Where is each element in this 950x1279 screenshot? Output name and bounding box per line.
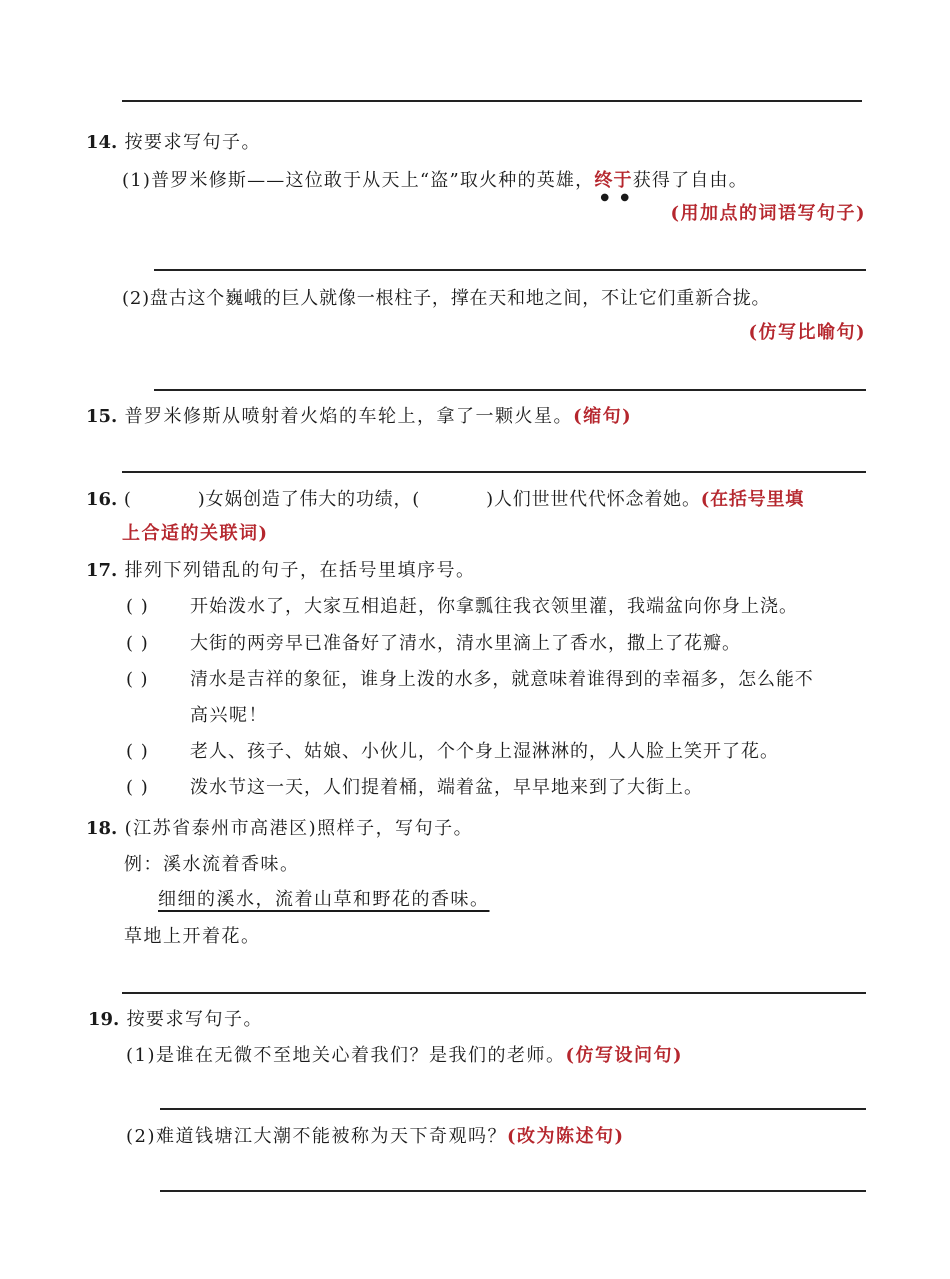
question-14-part-2: (2)盘古这个巍峨的巨人就像一根柱子，撑在天和地之间，不让它们重新合拢。 bbox=[122, 288, 771, 309]
question-stem: 按要求写句子。 bbox=[126, 1009, 264, 1030]
blank-paren-open: ( bbox=[123, 489, 132, 510]
list-item bbox=[126, 776, 703, 800]
question-17-title bbox=[86, 559, 476, 583]
part-1-text: (1)是谁在无微不至地关心着我们？是我们的老师。 bbox=[126, 1045, 566, 1066]
question-15 bbox=[86, 405, 632, 429]
answer-line bbox=[154, 269, 866, 271]
sentence-text: 清水是吉祥的象征，谁身上泼的水多，就意味着谁得到的幸福多，怎么能不 bbox=[190, 669, 814, 690]
question-number: 15. bbox=[86, 406, 118, 427]
question-hint: (缩句) bbox=[573, 406, 633, 427]
example-answer: 细细的溪水，流着山草和野花的香味。 bbox=[158, 889, 490, 910]
sentence-text: 大街的两旁早已准备好了清水，清水里滴上了香水，撒上了花瓣。 bbox=[190, 633, 741, 654]
example-label: 例：溪水流着香味。 bbox=[124, 854, 300, 875]
part-1-text-pre: (1)普罗米修斯——这位敢于从天上“盗”取火种的英雄， bbox=[122, 170, 595, 191]
question-14-part-1 bbox=[122, 169, 748, 203]
part-1-text-post: 获得了自由。 bbox=[632, 170, 748, 191]
question-16-hint-cont: 上合适的关联词) bbox=[122, 523, 269, 544]
order-blank[interactable]: ( ) bbox=[126, 633, 149, 654]
list-item bbox=[126, 595, 798, 619]
question-number: 17. bbox=[86, 560, 118, 581]
answer-line bbox=[122, 471, 866, 473]
list-item bbox=[126, 632, 741, 656]
sentence-text: 泼水节这一天，人们提着桶，端着盆，早早地来到了大街上。 bbox=[190, 777, 703, 798]
question-number: 18. bbox=[86, 818, 118, 839]
order-blank[interactable]: ( ) bbox=[126, 741, 149, 762]
question-text-after: )人们世世代代怀念着她。 bbox=[486, 489, 701, 510]
sentence-text: 老人、孩子、姑娘、小伙儿，个个身上湿淋淋的，人人脸上笑开了花。 bbox=[190, 741, 779, 762]
question-18-prompt: 草地上开着花。 bbox=[124, 926, 261, 947]
list-item bbox=[126, 668, 814, 692]
question-hint: (在括号里填 bbox=[700, 489, 805, 510]
list-item bbox=[126, 740, 779, 764]
answer-line bbox=[154, 389, 866, 391]
dotted-word: 终于 ● ● bbox=[594, 170, 633, 203]
question-text: 普罗米修斯从喷射着火焰的车轮上，拿了一颗火星。 bbox=[124, 406, 574, 427]
question-18-title bbox=[86, 817, 473, 841]
question-text-mid: )女娲创造了伟大的功绩，( bbox=[197, 489, 421, 510]
question-16 bbox=[86, 488, 804, 512]
question-number: 14. bbox=[86, 132, 118, 153]
part-2-text: (2)难道钱塘江大潮不能被称为天下奇观吗？ bbox=[126, 1126, 507, 1147]
question-number: 16. bbox=[86, 489, 118, 510]
emphasis-dot-icon: ● bbox=[620, 192, 631, 203]
part-2-hint: (改为陈述句) bbox=[507, 1126, 625, 1147]
list-item-continuation: 高兴呢！ bbox=[190, 705, 268, 726]
answer-line bbox=[122, 992, 866, 994]
emphasis-dot-icon: ● bbox=[600, 192, 611, 203]
question-number: 19. bbox=[88, 1009, 120, 1030]
order-blank[interactable]: ( ) bbox=[126, 669, 149, 690]
question-14-part-1-hint: (用加点的词语写句子) bbox=[670, 203, 866, 224]
question-stem: (江苏省泰州市高港区)照样子，写句子。 bbox=[124, 818, 474, 839]
order-blank[interactable]: ( ) bbox=[126, 596, 149, 617]
question-stem: 排列下列错乱的句子，在括号里填序号。 bbox=[124, 560, 476, 581]
part-1-hint: (仿写设问句) bbox=[565, 1045, 684, 1066]
question-stem: 按要求写句子。 bbox=[124, 132, 262, 153]
answer-line bbox=[160, 1108, 866, 1110]
sentence-text: 开始泼水了，大家互相追赶，你拿瓢往我衣领里灌，我端盆向你身上浇。 bbox=[190, 596, 798, 617]
question-19-part-1 bbox=[126, 1044, 683, 1068]
answer-line-top bbox=[122, 100, 862, 102]
order-blank[interactable]: ( ) bbox=[126, 777, 149, 798]
question-14-part-2-hint: (仿写比喻句) bbox=[748, 322, 866, 343]
question-14-title bbox=[86, 131, 261, 155]
answer-line bbox=[160, 1190, 866, 1192]
question-19-part-2 bbox=[126, 1125, 625, 1149]
question-19-title bbox=[88, 1008, 263, 1032]
